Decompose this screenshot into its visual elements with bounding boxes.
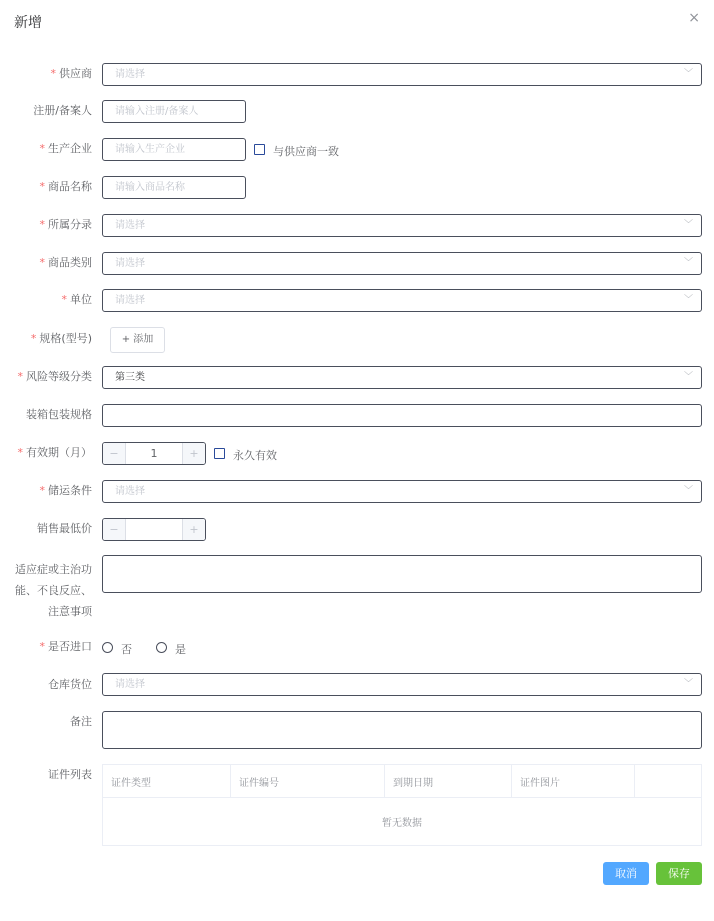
- chevron-down-icon: ﹀: [683, 69, 693, 79]
- column-header: 到期日期: [385, 765, 512, 798]
- min-price-value[interactable]: [126, 519, 182, 540]
- same-as-supplier-checkbox[interactable]: [254, 144, 265, 155]
- warehouse-label: 仓库货位: [48, 678, 92, 691]
- unit-label: * 单位: [61, 293, 92, 306]
- save-button[interactable]: 保存: [656, 862, 702, 885]
- table-header: [103, 765, 702, 798]
- column-header: 证件编号: [231, 765, 385, 798]
- product-name-input[interactable]: 请输入商品名称: [102, 176, 246, 199]
- packing-label: 装箱包装规格: [26, 408, 92, 421]
- manufacturer-input[interactable]: 请输入生产企业: [102, 138, 246, 161]
- imported-label: * 是否进口: [39, 640, 92, 653]
- registrant-input[interactable]: 请输入注册/备案人: [102, 100, 246, 123]
- certs-table: [102, 764, 702, 846]
- product-type-select[interactable]: 请选择 ﹀: [102, 252, 702, 275]
- indications-label: 适应症或主治功 能、不良反应、 注意事项: [15, 563, 92, 618]
- chevron-down-icon: ﹀: [683, 679, 693, 689]
- min-price-label: 销售最低价: [37, 522, 92, 535]
- chevron-down-icon: ﹀: [683, 258, 693, 268]
- spec-label: * 规格(型号): [30, 332, 92, 345]
- product-name-label: * 商品名称: [39, 180, 92, 193]
- chevron-down-icon: ﹀: [683, 372, 693, 382]
- min-price-stepper[interactable]: [102, 518, 206, 541]
- permanent-label: 永久有效: [233, 449, 277, 462]
- close-icon[interactable]: ×: [688, 10, 700, 26]
- validity-label: * 有效期（月）: [17, 446, 92, 459]
- increment-button[interactable]: +: [182, 443, 205, 464]
- product-type-label: * 商品类别: [39, 256, 92, 269]
- risk-select[interactable]: 第三类 ﹀: [102, 366, 702, 389]
- registrant-label: 注册/备案人: [33, 104, 92, 117]
- column-header: [635, 765, 702, 798]
- empty-text: 暂无数据: [103, 798, 702, 846]
- increment-button[interactable]: +: [182, 519, 205, 540]
- dialog-title: 新增: [14, 15, 42, 31]
- storage-select[interactable]: 请选择 ﹀: [102, 480, 702, 503]
- chevron-down-icon: ﹀: [683, 486, 693, 496]
- risk-label: * 风险等级分类: [17, 370, 92, 383]
- column-header: 证件类型: [103, 765, 231, 798]
- add-spec-button[interactable]: + 添加: [110, 327, 165, 353]
- category-label: * 所属分录: [39, 218, 92, 231]
- decrement-button[interactable]: −: [103, 443, 126, 464]
- same-as-supplier-label: 与供应商一致: [273, 145, 339, 158]
- radio-yes[interactable]: [156, 642, 167, 653]
- indications-textarea[interactable]: [102, 555, 702, 593]
- radio-no[interactable]: [102, 642, 113, 653]
- certs-label: 证件列表: [48, 768, 92, 781]
- validity-stepper[interactable]: [102, 442, 206, 465]
- cancel-button[interactable]: 取消: [603, 862, 649, 885]
- permanent-checkbox[interactable]: [214, 448, 225, 459]
- unit-select[interactable]: 请选择 ﹀: [102, 289, 702, 312]
- storage-label: * 储运条件: [39, 484, 92, 497]
- category-select[interactable]: 请选择 ﹀: [102, 214, 702, 237]
- radio-no-label: 否: [121, 643, 132, 656]
- column-header: 证件图片: [512, 765, 635, 798]
- validity-value[interactable]: 1: [150, 447, 158, 460]
- remark-label: 备注: [70, 715, 92, 728]
- supplier-label: * 供应商: [50, 67, 92, 80]
- manufacturer-label: * 生产企业: [39, 142, 92, 155]
- chevron-down-icon: ﹀: [683, 220, 693, 230]
- radio-yes-label: 是: [175, 643, 186, 656]
- supplier-select[interactable]: 请选择 ﹀: [102, 63, 702, 86]
- remark-textarea[interactable]: [102, 711, 702, 749]
- packing-input[interactable]: [102, 404, 702, 427]
- warehouse-select[interactable]: 请选择 ﹀: [102, 673, 702, 696]
- chevron-down-icon: ﹀: [683, 295, 693, 305]
- decrement-button[interactable]: −: [103, 519, 126, 540]
